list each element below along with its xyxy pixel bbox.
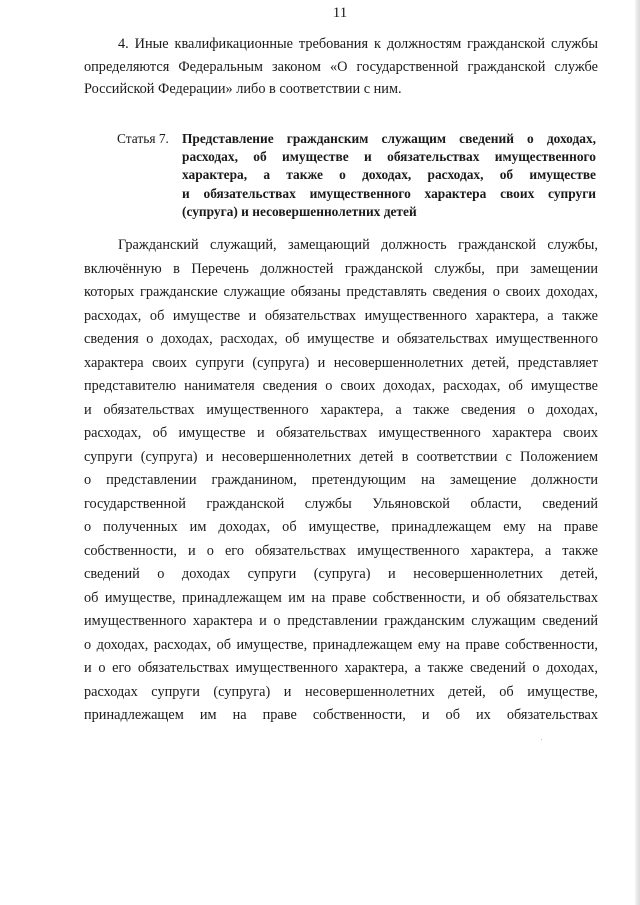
body-line: расходах, об имуществе и обязательствах имущественного характера, а также (84, 307, 598, 324)
body-paragraph (84, 234, 598, 728)
body-line: имущественного характера и о представлении гражданским служащим сведений (84, 613, 598, 629)
body-line: об имуществе, принадлежащем им на праве собственности, и об обязательствах (84, 589, 598, 606)
article-title-line: Представление гражданским служащим сведений о доходах, (182, 131, 596, 146)
paragraph-4-line: Российской Федерации» либо в соответствии с ним. (84, 81, 402, 98)
paragraph-4-line: определяются Федеральным законом «О государственной гражданской службе (84, 58, 598, 75)
body-line: включённую в Перечень должностей гражданской службы, при замещении (84, 260, 598, 277)
body-line: о представлении гражданином, претендующим на замещение должности (84, 472, 598, 488)
body-line: супруги (супруга) и несовершеннолетних детей в соответствии с Положением (84, 448, 598, 465)
page-number: 11 (332, 5, 348, 21)
body-line: представителю нанимателя сведения о своих доходах, расходах, об имуществе (84, 378, 598, 394)
body-line: сведений о доходах супруги (супруга) и несовершеннолетних детей, (84, 566, 598, 582)
article-title-line: расходах, об имуществе и обязательствах имущественного (182, 149, 596, 165)
body-line: сведения о доходах, расходах, об имуществе и обязательствах имущественного (84, 331, 598, 347)
body-line: принадлежащем им на праве собственности, и об их обязательствах (84, 707, 598, 723)
article-number: Статья 7. (117, 131, 169, 146)
article-title-line: и обязательствах имущественного характера своих супруги (182, 185, 596, 201)
body-line: Гражданский служащий, замещающий должность гражданской службы, (118, 237, 598, 253)
article-title (182, 130, 596, 221)
article-title-line: характера, а также о доходах, расходах, об имуществе (182, 167, 596, 183)
body-line: и обязательствах имущественного характера, а также сведения о доходах, (84, 401, 598, 418)
body-line: о доходах, расходах, об имуществе, принадлежащем ему на праве собственности, (84, 636, 598, 653)
scan-speck (541, 739, 542, 740)
body-line: расходах, об имуществе и обязательствах имущественного характера своих (84, 425, 598, 441)
paragraph-4-line: 4. Иные квалификационные требования к должностям гражданской службы (118, 36, 598, 52)
body-line: и о его обязательствах имущественного характера, а также сведений о доходах, (84, 660, 598, 676)
page-edge-shadow (635, 0, 640, 905)
body-line: государственной гражданской службы Ульяновской области, сведений (84, 495, 598, 512)
article-title-line: (супруга) и несовершеннолетних детей (182, 203, 417, 219)
paragraph-4 (84, 33, 598, 101)
body-line: о полученных им доходах, об имуществе, принадлежащем ему на праве (84, 519, 598, 535)
body-line: собственности, и о его обязательствах имущественного характера, а также (84, 542, 598, 559)
body-line: характера своих супруги (супруга) и несовершеннолетних детей, представляет (84, 354, 598, 371)
body-line: расходах супруги (супруга) и несовершеннолетних детей, об имуществе, (84, 683, 598, 700)
body-line: которых гражданские служащие обязаны представлять сведения о своих доходах, (84, 284, 598, 300)
